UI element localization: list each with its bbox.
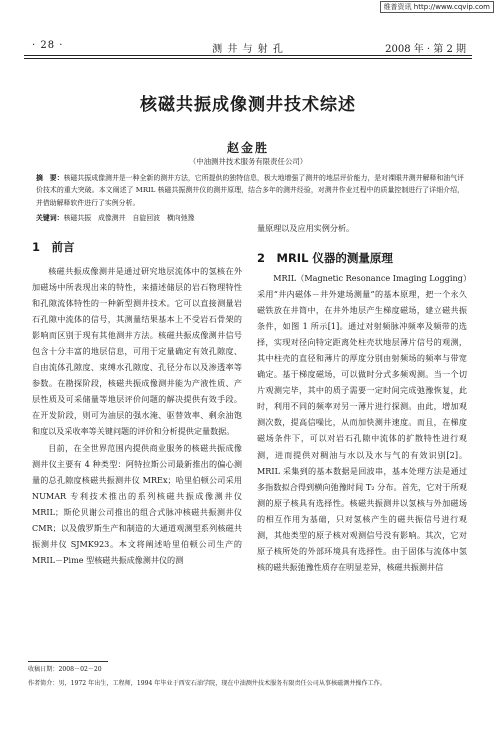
article-title: 核磁共振成像测井技术综述 bbox=[140, 95, 356, 115]
page-number: · 28 · bbox=[32, 40, 64, 51]
section-heading-intro: 1 前言 bbox=[32, 240, 75, 254]
abstract-label: 摘 要： bbox=[36, 174, 64, 182]
abstract-text: 核磁共振成像测井是一种全新的测井方法，它所提供的独特信息，极大地增强了测井的地层评价能力，是对裸眼井测井解释和油气评价技术的重大突破。本文阐述了 MRIL 核磁共振测井仪的测井原理，结合多年的测井经验，对测井作业过程中的质量控制进行了详细介绍，并借助解释软件进行了实例分析。 bbox=[36, 174, 465, 207]
section-heading-mril: 2 MRIL 仪器的测量原理 bbox=[257, 251, 393, 265]
journal-name: 测 井 与 射 孔 bbox=[212, 44, 284, 55]
issue-info: 2008 年 · 第 2 期 bbox=[385, 44, 466, 55]
abstract bbox=[36, 172, 464, 209]
keywords-text: 核磁共振 成像测井 自旋回波 横向弛豫 bbox=[63, 214, 195, 222]
intro-paragraph-1: 核磁共振成像测井是通过研究地层流体中的氢核在外加磁场中所表现出来的特性，来描述储层的岩石物理特性和孔隙流体特性的一种新型测井技术。它可以直接测量岩石孔隙中流体的信号，其测量结果基本上不受岩石骨架的影响而区别于现有其他测井方法。核磁共振成像测井信号包含十分丰富的地层信息，可用于定量确定有效孔隙度、自由流体孔隙度、束缚水孔隙度、孔径分布以及渗透率等参数。在勘探阶段，核磁共振成像测井能为产液性质、产层性质及可采储量等地层评价问题的解决提供有效手段。在开发阶段，则可为油层的强水淹、驱替效率、剩余油饱和度以及采收率等关键问题的评价和分析提供定量数据。 bbox=[32, 266, 242, 437]
keywords-label: 关键词： bbox=[36, 214, 64, 222]
right-column-lead bbox=[257, 220, 467, 236]
received-date: 收稿日期：2008－02－20 bbox=[28, 666, 102, 673]
author-bio: 作者简介：男，1972 年出生，工程师，1994 年毕业于西安石油学院，现在中油测井技术服务有限责任公司从事核磁测井操作工作。 bbox=[28, 680, 386, 687]
author-name: 赵金胜 bbox=[226, 141, 269, 155]
watermark: 维普资讯 http://www.cqvip.com bbox=[380, 1, 494, 13]
author-affiliation: （中油测井技术服务有限责任公司） bbox=[188, 157, 308, 166]
right-column bbox=[257, 270, 467, 575]
footnote-rule bbox=[28, 661, 108, 662]
intro-paragraph-2: 目前，在全世界范围内提供商业服务的核磁共振成像测井仪主要有 4 种类型：阿特拉斯公司最新推出的偏心测量的总孔隙度核磁共振测井仪 MREx；哈里伯顿公司采用 NUMAR 专利技术推出的系列核磁共振成像测井仪 MRIL；斯伦贝谢公司推出的组合式脉冲核磁共振测井仪 CMR；以及俄罗斯生产和制造的大通道观测型系列核磁共振测井仪 SJMK923。本文将阐述哈里伯顿公司生产的 MRIL－Pime 型核磁共振成像测井仪的测 bbox=[32, 442, 242, 565]
mril-paragraph-1: MRIL（Magnetic Resonance Imaging Logging）采用“井内磁体－井外建场测量”的基本原理，把一个永久磁铁放在井筒中，在井外地层产生梯度磁场，建立磁共振条件，如图 1 所示[1]。通过对射频脉冲频率及频带的选择，实现对径向特定距离处柱壳状地层薄片信号的观测，其中柱壳的直径和薄片的厚度分别由射频场的频率与带宽确定。基于梯度磁场，可以做时分式多频观测。当一个切片观测完毕，其中的质子需要一定时间完成弛豫恢复，此时，利用不同的频率对另一薄片进行探测。由此，增加观测次数，提高信噪比，从而加快测井速度。而且，在梯度磁场条件下，可以对岩石孔隙中流体的扩散特性进行观测，进而提供对稠油与水以及水与气的有效识别[2]。MRIL 采集到的基本数据是回波串，基本处理方法是通过多指数拟合得到横向弛豫时间 T₂ 分布。首先，它对于所观测的原子核具有选择性。核磁共振测井以氢核与外加磁场的相互作用为基础，只对氢核产生的磁共振信号进行观测，其他类型的原子核对观测信号没有影响。其次，它对原子核所处的外部环境具有选择性。由于固体与流体中氢核的磁共振弛豫性质存在明显差异，核磁共振测井信 bbox=[257, 273, 467, 572]
intro-continuation: 量原理以及应用实例分析。 bbox=[257, 223, 355, 233]
header-rule-thin bbox=[24, 58, 472, 59]
left-column bbox=[32, 263, 242, 568]
header-rule bbox=[24, 55, 472, 56]
